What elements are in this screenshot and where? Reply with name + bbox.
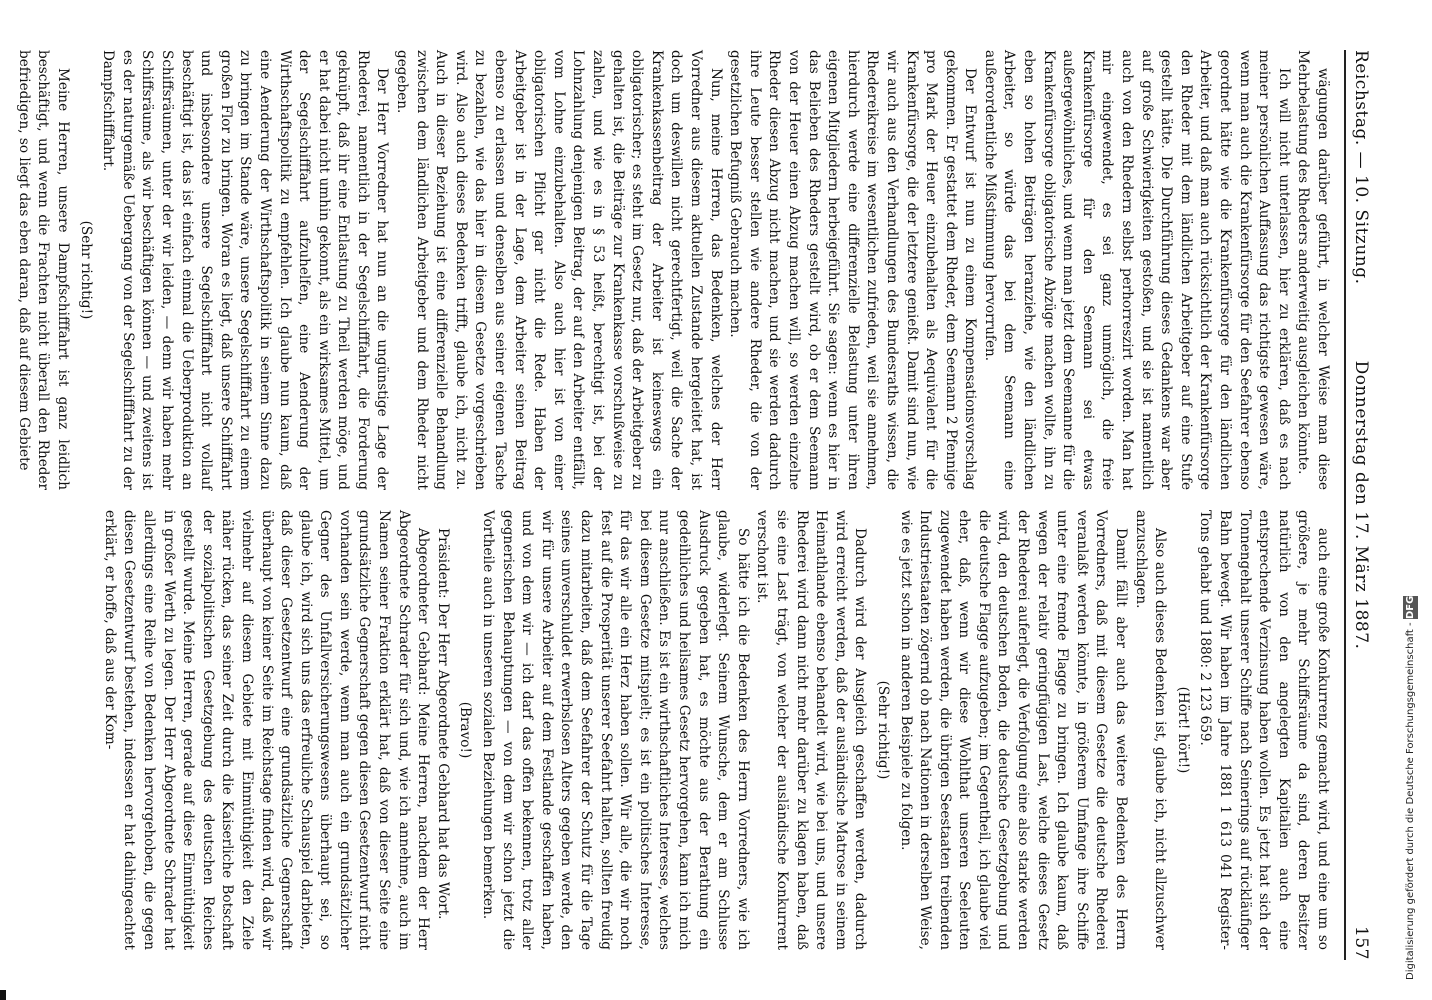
header-date: Donnerstag den 17. März 1887. xyxy=(1351,360,1371,650)
interjection: (Hört! hört!) xyxy=(1174,686,1191,774)
paragraph: Dadurch wird der Ausgleich geschaffen werden, dadurch wird erreicht werden, daß der ausländische Matrose in seinem Heimathlande ebenso behandelt wird, wie bei uns, und unsere Rhederei wird dann nicht mehr darüber zu klagen haben, daß sie eine Last trägt, von welcher der ausländische Konkurrent verschont ist. xyxy=(754,510,869,950)
right-column xyxy=(20,510,1332,950)
interjection: (Sehr richtig!) xyxy=(77,220,94,320)
header-session: Reichstag. — 10. Sitzung. xyxy=(1351,50,1371,285)
left-column xyxy=(15,50,1332,490)
digitization-credit xyxy=(1405,40,1419,980)
page-header xyxy=(1344,50,1380,960)
paragraph: Der Entwurf ist nun zu einem Kompensationsvorschlag gekommen. Er gestattet dem Rheder, dem Seemann 2 Pfennige pro Mark der Heuer einzubehalten als Aequivalent für die Krankenfürsorge, die der letztere genießt. Damit sind nun, wie wir auch aus den Verhandlungen des Bundesraths wissen, die Rhedereikreise im wesentlichen zufrieden, weil sie annehmen, hierdurch werde eine differenzielle Belastung unter ihren eigenen Mitgliedern herbeigeführt. Sie sagen: wenn es hier in das Belieben des Rheders gestellt wird, ob er dem Seemann von der Heuer einen Abzug machen will, so werden einzelne Rheder diesen Abzug nicht machen, und sie werden dadurch ihre Leute besser stellen wie andere Rheder, die von der gesetzlichen Befugniß Gebrauch machen. xyxy=(727,50,979,490)
paragraph: So hätte ich die Bedenken des Herrn Vorredners, wie ich glaube, widerlegt. Seinem Wunsche, dem er am Schlusse Ausdruck gegeben hat, es möchte aus der Berathung ein gedeihliches und heilsames Gesetz hervorgehen, kann ich mich nur anschließen. Es ist ein wirthschaftliches Interesse, welches bei diesem Gesetze mitspielt; es ist ein politisches Interesse, für das wir alle ein Herz haben sollen. Wir alle, die wir noch fest auf die Prosperität unserer Seefahrt halten, sollten freudig dazu mitarbeiten, daß dem Seefahrer der Schutz für die Tage seines unverschuldet erwerbslosen Alters gegeben werde, den wir für unsere Arbeiter auf dem Festlande geschaffen haben, und von dem wir — ich darf das offen bekennen, trotz aller gegnerischen Behauptungen — von dem wir schon jetzt die Vortheile auch in unseren sozialen Beziehungen bemerken. xyxy=(480,510,751,950)
paragraph: auch eine große Konkurrenz gemacht wird, und eine um so größere, je mehr Schiffsräume da sind, deren Besitzer natürlich von den angelegten Kapitalien auch eine entsprechende Verzinsung haben wollen. Es jetzt hat sich der Tonnengehalt unserer Schiffe nach Seinerings auf rückläufiger Bahn bewegt. Wir haben im Jahre 1881 1 613 041 Register-Tons gehabt und 1880: 2 123 659. xyxy=(1197,510,1331,950)
paragraph: Ich will nicht unterlassen, hier zu erklären, daß es nach meiner persönlichen Auffassung das richtigste gewesen wäre, wenn man auch die Krankenfürsorge für den Seefahrer ebenso geordnet hätte wie die Krankenfürsorge für den ländlichen Arbeiter, und daß man auch rücksichtlich der Krankenfürsorge den Rheder mit dem ländlichen Arbeitgeber auf eine Stufe gestellt hätte. Die Durchführung dieses Gedankens war aber auf große Schwierigkeiten gestoßen, und sie ist namentlich auch von den Rhedern selbst perhorreszirt worden. Man hat mir eingewendet, es sei ganz unmöglich, die freie Krankenfürsorge für den Seemann sei etwas außergewöhnliches, und wenn man jetzt dem Seemanne für die Krankenfürsorge obligatorische Abzüge machen wollte, ihn zu eben so hohen Beiträgen heranziehe, wie den ländlichen Arbeiter, so würde das bei dem Seemann eine außerordentliche Mißstimmung hervorrufen. xyxy=(981,50,1292,490)
paragraph: Also auch dieses Bedenken ist, glaube ich, nicht allzuschwer anzuschlagen. xyxy=(1132,510,1169,950)
paragraph: Abgeordneter Gebhard: Meine Herren, nachdem der Herr Abgeordnete Schrader für sich und, wie ich annehme, auch im Namen seiner Fraktion erklärt hat, daß von dieser Seite eine grundsätzliche Gegnerschaft gegen diesen Gesetzentwurf nicht vorhanden sein werde, wenn man auch ein grundsätzlicher Gegner des Unfallversicherungswesens überhaupt sei, so glaube ich, wird sich uns das erfreuliche Schauspiel darbieten, daß dieser Gesetzentwurf eine grundsätzliche Gegnerschaft überhaupt von keiner Seite im Reichstage finden wird, daß wir vielmehr auf diesem Gebiete mit Einmüthigkeit den Ziele näher rücken, das seiner Zeit durch die Kaiserliche Botschaft der sozialpolitischen Gesetzgebung des deutschen Reiches gestellt wurde. Meine Herren, gerade auf diese Einmüthigkeit in großer Werth zu legen. Der Herr Abgeordnete Schrader hat allerdings eine Reihe von Bedenken hervorgehoben, die gegen diesen Gesetzentwurf bestehen, indessen er hat dahingeachtet erklärt, er hoffe, daß aus der Kom- xyxy=(101,510,432,950)
interjection: (Sehr richtig!) xyxy=(874,680,891,780)
scan-edge-mark xyxy=(0,990,6,1000)
paragraph: Damit fällt aber auch das weitere Bedenken des Herrn Vorredners, daß mit diesem Gesetze die deutsche Rhederei veranlaßt werden könnte, in größerem Umfange ihre Schiffe unter eine fremde Flagge zu bringen. Ich glaube kaum, daß wegen der relativ geringfügigen Last, welche dieses Gesetz der Rhederei auferlegt, die Verfolgung eine also starke werden wird, den deutschen Boden, die deutsche Gesetzgebung und die deutsche Flagge aufzugeben; im Gegentheil, ich glaube viel eher, daß, wenn wir diese Wohlthat unseren Seeleuten zugewendet haben werden, die übrigen Seestaaten treibenden Industriestaaten zögernd ob nach Nationen in derselben Weise, wie es jetzt schon in anderen Beispiele zu folgen. xyxy=(897,510,1130,950)
paragraph: Nun, meine Herren, das Bedenken, welches der Herr Vorredner aus diesem aktuellen Zustande hergeleitet hat, ist doch um deswillen nicht gerechtfertigt, weil die Sache der Krankenkassenbeitrag der Arbeiter ist keineswegs ein obligatorischer; es steht im Gesetz nur, daß der Arbeitgeber zu gehalten ist, die Beiträge zur Krankenkasse vorschußweise zu zahlen, und wie es in § 53 heißt, berechtigt ist, bei der Lohnzahlung denjenigen Beitrag, der auf den Arbeiter entfällt, vom Lohne einzubehalten. Also auch hier ist von einer obligatorischen Pflicht gar nicht die Rede. Haben der Arbeitgeber ist in der Lage, dem Arbeiter seinen Beitrag ebenso zu erlassen und denselben aus seiner eigenen Tasche zu bezahlen, wie das hier in diesem Gesetze vorgeschrieben wird. Also auch dieses Bedenken trifft, glaube ich, nicht zu. Auch in dieser Beziehung ist eine differenzielle Behandlung zwischen dem ländlichen Arbeitgeber und dem Rheder nicht gegeben. xyxy=(394,50,724,490)
paragraph: Meine Herren, unsere Dampfschifffahrt ist ganz leidlich beschäftigt, und wenn die Frachten nicht überall den Rheder befriedigen, so liegt das eben daran, daß auf diesem Gebiete xyxy=(15,50,71,490)
paragraph: Der Herr Vorredner hat nun an die ungünstige Lage der Rhederei, namentlich in der Segelschifffahrt, die Forderung geknüpft, daß ihr eine Entlastung zu Theil werden möge, und er hat dabei nicht umhin gekonnt, als ein wirksames Mittel, um der Segelschifffahrt aufzuhelfen, eine Aenderung der Wirthschaftspolitik zu empfehlen. Ich glaube nun kaum, daß eine Aenderung der Wirthschaftspolitik in seinem Sinne dazu zu bringen im Stande wäre, unsere Segelschifffahrt zu einem großen Flor zu bringen. Woran es liegt, daß unsere Schifffahrt und insbesondere unsere Segelschifffahrt nicht vollauf beschäftigt ist, das ist einfach einmal die Ueberproduktion an Schiffsräumen, unter der wir leiden, — denn wir haben mehr Schiffsräume, als wir beschäftigen können — und zweitens ist es der naturgemäße Uebergang von der Segelschifffahrt zu der Dampfschifffahrt. xyxy=(100,50,391,490)
page-number: 157 xyxy=(1351,926,1371,960)
paragraph: Präsident: Der Herr Abgeordnete Gebhard hat das Wort. xyxy=(434,528,451,920)
interjection: (Bravo!) xyxy=(457,701,474,759)
credit-text: Digitalisierung gefördert durch die Deutsche Forschungsgemeinschaft - xyxy=(1405,622,1416,980)
dfg-logo: DFG xyxy=(1405,595,1416,620)
paragraph: wägungen darüber geführt, in welcher Weise man diese Mehrbelastung des Rheders anderweitig ausgleichen könnte. xyxy=(1295,50,1331,490)
